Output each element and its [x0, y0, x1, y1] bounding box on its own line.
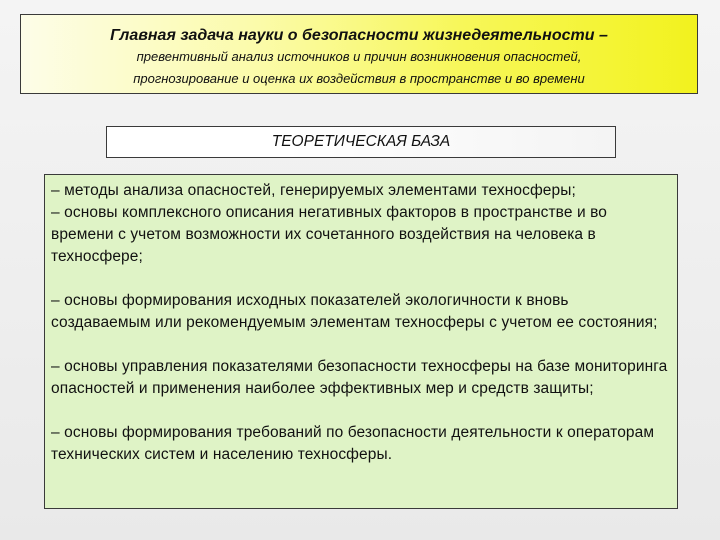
- header-box: [20, 14, 698, 94]
- header-subtitle-line-1: превентивный анализ источников и причин возникновения опасностей,: [136, 49, 582, 64]
- section-label: ТЕОРЕТИЧЕСКАЯ БАЗА: [106, 126, 616, 158]
- list-item: – основы управления показателями безопасности техносферы на базе мониторинга опасностей и применения наиболее эффективных мер и средств защиты;: [51, 358, 668, 397]
- list-item: – методы анализа опасностей, генерируемых элементами техносферы;: [51, 182, 576, 199]
- list-item: – основы формирования требований по безопасности деятельности к операторам технических систем и населению техносферы.: [51, 424, 655, 463]
- list-item: – основы формирования исходных показателей экологичности к вновь создаваемым или рекомендуемым элементам техносферы с учетом ее состояния;: [51, 292, 658, 331]
- list-item: – основы комплексного описания негативных факторов в пространстве и во времени с учетом возможности их сочетанного воздействия на человека в техносфере;: [51, 204, 608, 265]
- header-title: Главная задача науки о безопасности жизнедеятельности –: [110, 27, 608, 44]
- header-subtitle-line-2: прогнозирование и оценка их воздействия в пространстве и во времени: [133, 71, 585, 86]
- content-box: [44, 174, 678, 509]
